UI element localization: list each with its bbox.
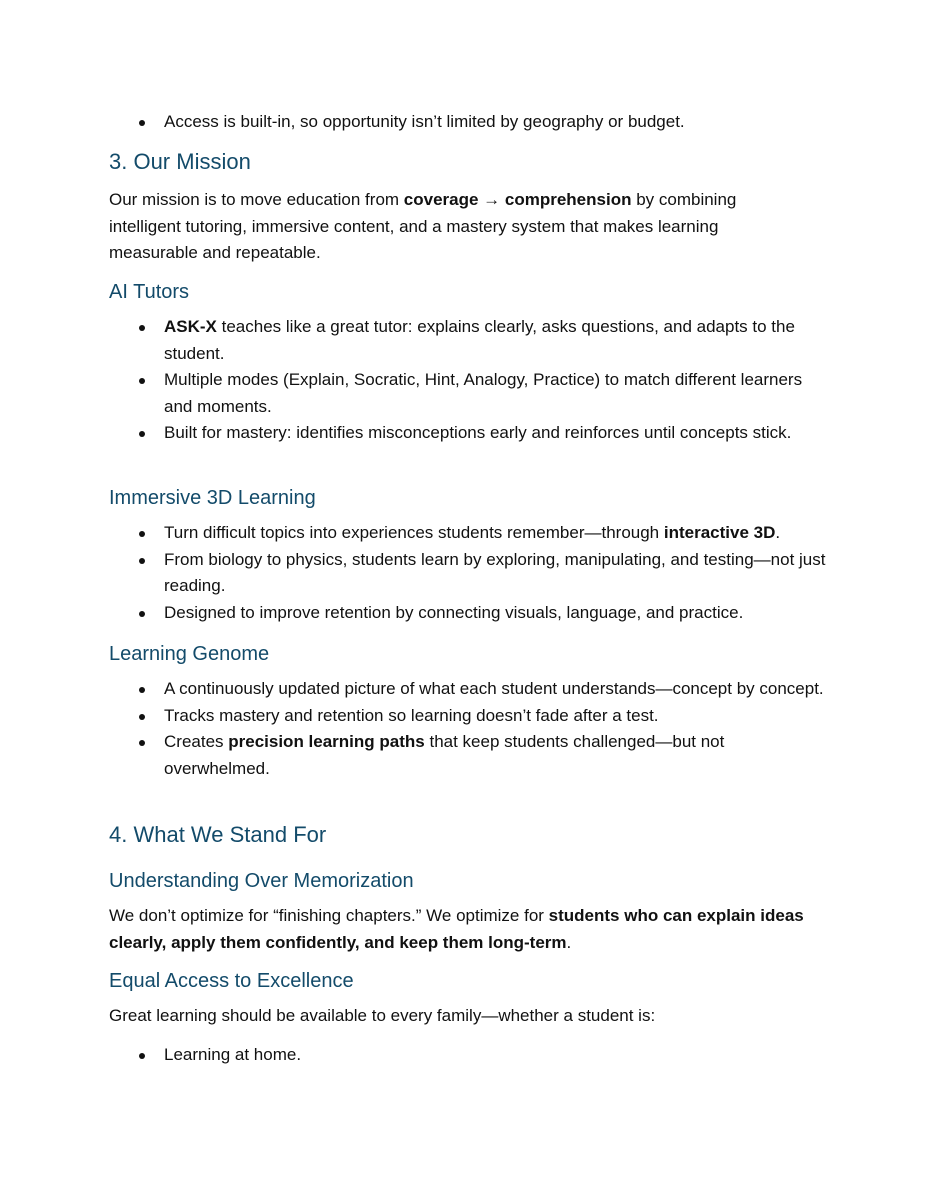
- equal-access-list: [109, 1042, 829, 1069]
- bullet-icon: [139, 531, 145, 537]
- section-heading-mission: 3. Our Mission: [109, 149, 251, 174]
- bullet-icon: [139, 378, 145, 384]
- bullet-icon: [139, 714, 145, 720]
- bullet-icon: [139, 687, 145, 693]
- equal-access-paragraph: Great learning should be available to every family—whether a student is:: [109, 1006, 656, 1025]
- immersive-list: [109, 520, 829, 626]
- list-item: Creates precision learning paths that keep students challenged—but not overwhelmed.: [109, 729, 829, 782]
- bullet-icon: [139, 740, 145, 746]
- subheading-immersive-3d: Immersive 3D Learning: [109, 487, 316, 509]
- list-item: ASK-X teaches like a great tutor: explains clearly, asks questions, and adapts to the student.: [109, 314, 829, 367]
- bullet-icon: [139, 120, 145, 126]
- subheading-learning-genome: Learning Genome: [109, 643, 270, 665]
- list-item: From biology to physics, students learn by exploring, manipulating, and testing—not just reading.: [109, 547, 829, 600]
- list-item: Built for mastery: identifies misconceptions early and reinforces until concepts stick.: [109, 420, 829, 447]
- understanding-paragraph: We don’t optimize for “finishing chapters.” We optimize for students who can explain ideas clearly, apply them confidently, and keep them long-term.: [109, 906, 804, 952]
- bullet-icon: [139, 431, 145, 437]
- subheading-equal-access: Equal Access to Excellence: [109, 970, 354, 992]
- ai-tutors-list: [109, 314, 829, 447]
- bullet-icon: [139, 325, 145, 331]
- subheading-ai-tutors: AI Tutors: [109, 281, 190, 303]
- list-item: Tracks mastery and retention so learning doesn’t fade after a test.: [109, 703, 829, 730]
- list-item: Learning at home.: [109, 1042, 829, 1069]
- subheading-understanding: Understanding Over Memorization: [109, 870, 414, 892]
- bullet-icon: [139, 611, 145, 617]
- intro-bullet-list: [109, 109, 829, 136]
- mission-paragraph: Our mission is to move education from coverage → comprehension by combining intelligent tutoring, immersive content, and a mastery system that makes learning measurable and repeatable.: [109, 190, 737, 262]
- section-heading-stand-for: 4. What We Stand For: [109, 822, 327, 847]
- list-item: Multiple modes (Explain, Socratic, Hint, Analogy, Practice) to match different learners and moments.: [109, 367, 829, 420]
- list-item: Turn difficult topics into experiences students remember—through interactive 3D.: [109, 520, 829, 547]
- list-item: Designed to improve retention by connecting visuals, language, and practice.: [109, 600, 829, 627]
- bullet-icon: [139, 558, 145, 564]
- bullet-icon: [139, 1053, 145, 1059]
- list-item: Access is built-in, so opportunity isn’t limited by geography or budget.: [109, 109, 829, 136]
- genome-list: [109, 676, 829, 782]
- list-item: A continuously updated picture of what each student understands—concept by concept.: [109, 676, 829, 703]
